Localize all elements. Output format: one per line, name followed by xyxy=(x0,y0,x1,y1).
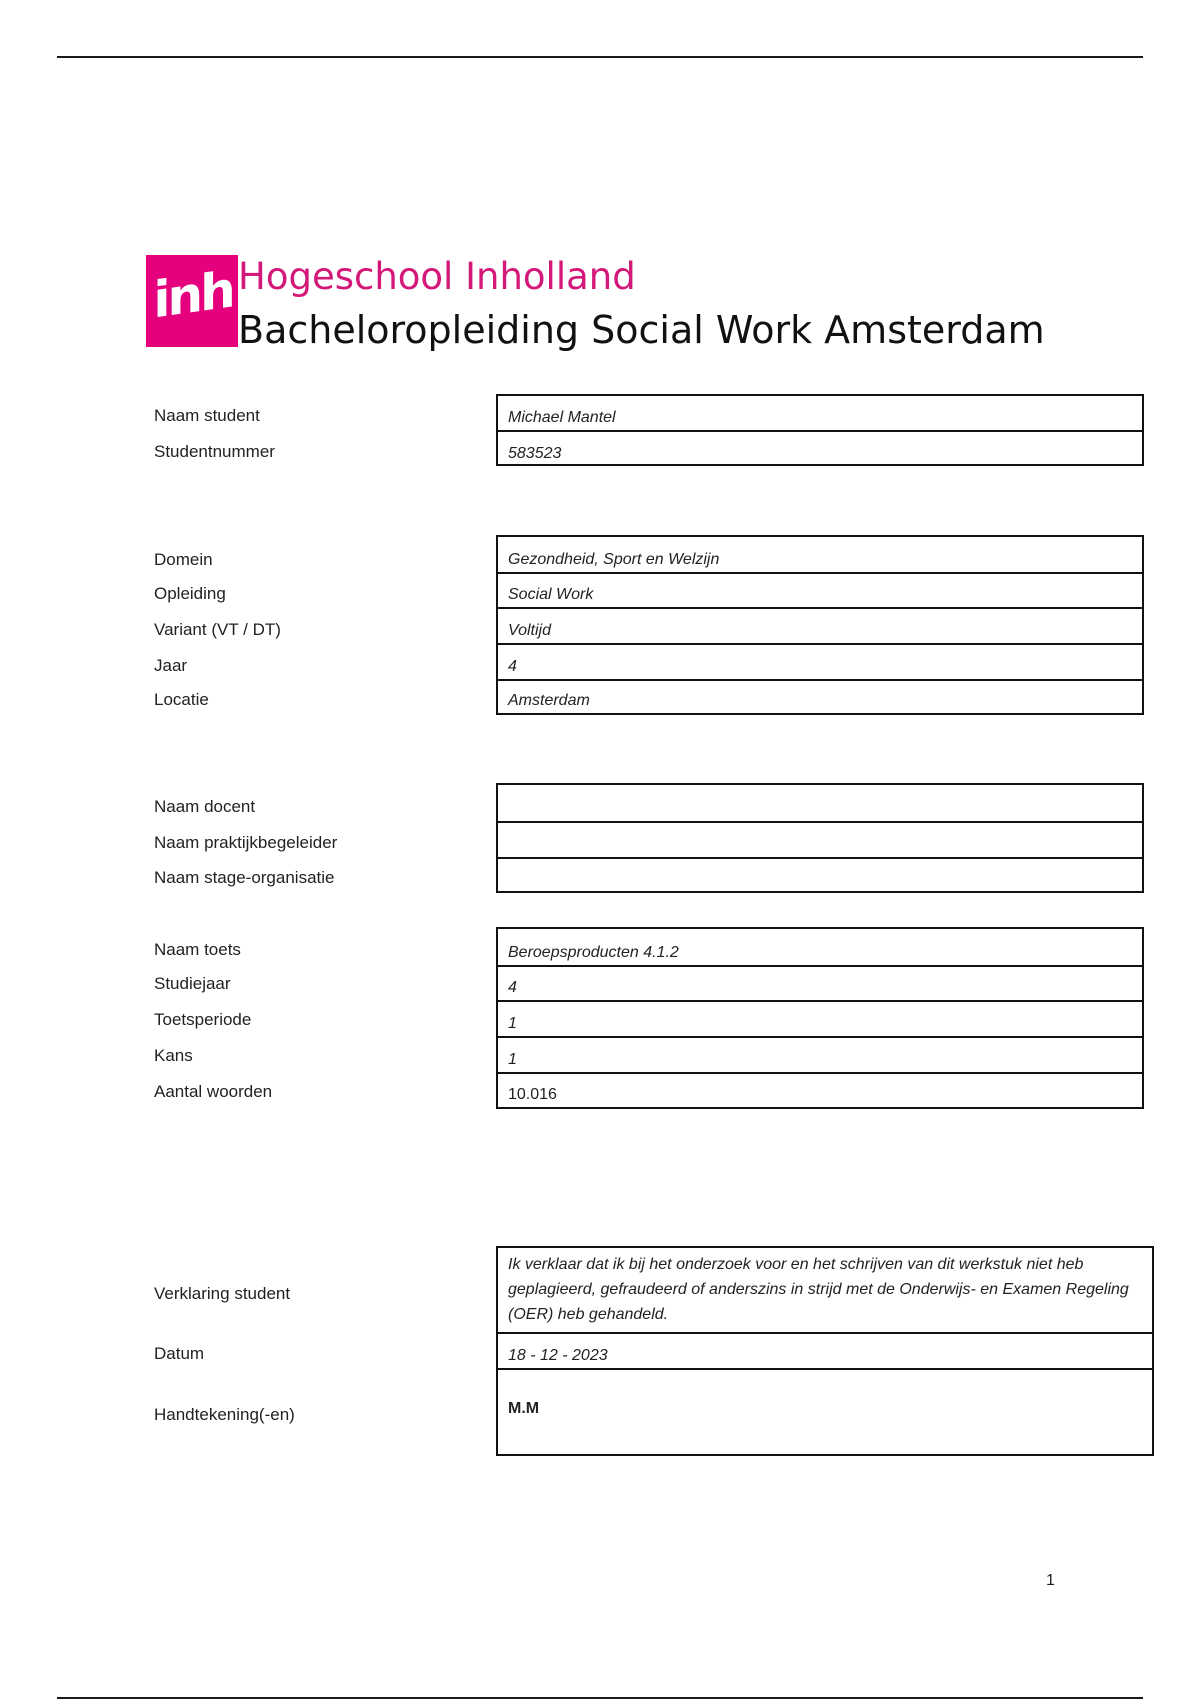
label-jaar: Jaar xyxy=(154,656,188,675)
label-domein: Domein xyxy=(154,550,213,569)
label-datum: Datum xyxy=(154,1344,205,1363)
label-aantal-woorden: Aantal woorden xyxy=(154,1082,273,1101)
label-toetsperiode: Toetsperiode xyxy=(154,1010,252,1029)
field-opleiding[interactable]: Social Work xyxy=(498,574,1142,609)
field-naam-toets[interactable]: Beroepsproducten 4.1.2 xyxy=(498,929,1142,967)
field-aantal-woorden[interactable]: 10.016 xyxy=(508,1086,557,1103)
declaration-box xyxy=(496,1246,1154,1456)
bottom-rule xyxy=(57,1697,1143,1699)
top-rule xyxy=(57,56,1143,58)
label-studiejaar: Studiejaar xyxy=(154,974,231,993)
label-variant: Variant (VT / DT) xyxy=(154,620,281,639)
label-verklaring-student: Verklaring student xyxy=(154,1284,291,1303)
field-variant[interactable]: Voltijd xyxy=(498,609,1142,645)
institution-name: Hogeschool Inholland xyxy=(238,255,636,298)
program-box xyxy=(496,535,1144,715)
field-datum[interactable]: 18 - 12 - 2023 xyxy=(498,1334,1152,1370)
field-praktijkbegeleider[interactable] xyxy=(498,823,1142,859)
field-domein[interactable]: Gezondheid, Sport en Welzijn xyxy=(498,537,1142,574)
label-naam-toets: Naam toets xyxy=(154,940,241,959)
page-number: 1 xyxy=(1046,1572,1055,1589)
field-toetsperiode[interactable]: 1 xyxy=(498,1002,1142,1038)
supervisors-box xyxy=(496,783,1144,893)
label-naam-docent: Naam docent xyxy=(154,797,256,816)
program-name: Bacheloropleiding Social Work Amsterdam xyxy=(238,308,1045,352)
field-verklaring: Ik verklaar dat ik bij het onderzoek voor en het schrijven van dit werkstuk niet heb geplagieerd, gefraudeerd of anderszins in strijd met de Onderwijs- en Examen Regeling (OER) heb gehandeld. xyxy=(498,1248,1152,1334)
label-praktijkbegeleider: Naam praktijkbegeleider xyxy=(154,833,338,852)
field-locatie[interactable]: Amsterdam xyxy=(508,692,590,709)
label-stage-organisatie: Naam stage-organisatie xyxy=(154,868,335,887)
label-naam-student: Naam student xyxy=(154,406,260,425)
field-studiejaar[interactable]: 4 xyxy=(498,967,1142,1002)
label-locatie: Locatie xyxy=(154,690,209,709)
field-jaar[interactable]: 4 xyxy=(498,645,1142,681)
label-opleiding: Opleiding xyxy=(154,584,226,603)
label-handtekening: Handtekening(-en) xyxy=(154,1405,295,1424)
field-naam-student[interactable]: Michael Mantel xyxy=(498,396,1142,432)
label-studentnummer: Studentnummer xyxy=(154,442,275,461)
field-handtekening[interactable]: M.M xyxy=(508,1400,540,1417)
test-box xyxy=(496,927,1144,1109)
student-box xyxy=(496,394,1144,466)
field-stage-organisatie[interactable] xyxy=(498,859,1142,891)
logo-text: inh xyxy=(153,260,233,330)
label-kans: Kans xyxy=(154,1046,193,1065)
field-studentnummer[interactable]: 583523 xyxy=(508,445,562,462)
field-kans[interactable]: 1 xyxy=(498,1038,1142,1074)
field-naam-docent[interactable] xyxy=(498,785,1142,823)
inholland-logo xyxy=(146,255,238,347)
